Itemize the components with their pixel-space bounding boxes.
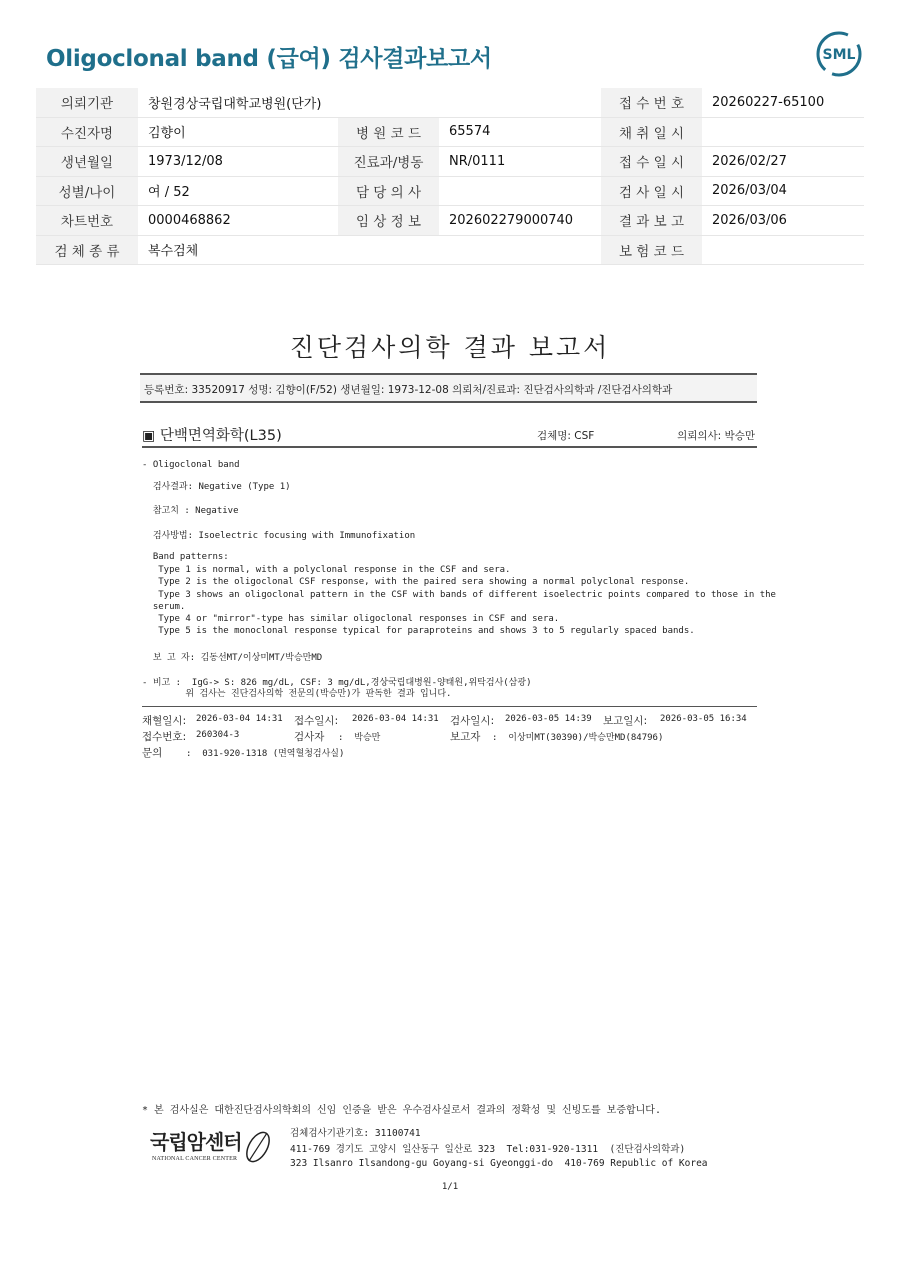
specimen-value: 복수검체: [138, 235, 601, 265]
info-row: [36, 206, 864, 236]
info-row: [36, 235, 864, 265]
doctor-label: 담 당 의 사: [338, 176, 439, 206]
report-line: 검사방법: Isoelectric focusing with Immunofixation: [142, 531, 416, 541]
institution-number: 검체검사기관기호: 31100741: [290, 1128, 421, 1139]
requesting-org-value: 창원경상국립대학교병원(단가): [138, 88, 601, 117]
report-title: 진단검사의학 결과 보고서: [289, 333, 611, 362]
meta-label: 보고자: [450, 731, 481, 743]
meta-value: 2026-03-04 14:31: [196, 714, 283, 724]
section-box-icon: ▣: [142, 428, 156, 444]
patient-label: 수진자명: [36, 117, 138, 147]
info-row: [36, 176, 864, 206]
doctor-value: [439, 176, 601, 206]
certification-note: * 본 검사실은 대한진단검사의학회의 신임 인증을 받은 우수검사실로서 결과의 정확성 및 신빙도를 보증합니다.: [142, 1105, 661, 1116]
registration-line: 등록번호: 33520917 성명: 김향이(F/52) 생년월일: 1973-12-08 의뢰처/진료과: 진단검사의학과 /진단검사의학과: [140, 373, 757, 403]
chart-no-label: 차트번호: [36, 206, 138, 236]
report-date-label: 결 과 보 고: [601, 206, 702, 236]
meta-label: 채혈일시:: [142, 715, 187, 727]
hospital-code-value: 65574: [439, 117, 601, 147]
address-korean: 411-769 경기도 고양시 일산동구 일산로 323 Tel:031-920-1311 (진단검사의학과): [290, 1144, 686, 1155]
patient-value: 김향이: [138, 117, 338, 147]
report-line: Type 4 or "mirror"-type has similar oligoclonal responses in CSF and sera.: [142, 614, 560, 624]
page-title: Oligoclonal band (급여) 검사결과보고서: [46, 46, 492, 72]
requesting-org-label: 의뢰기관: [36, 88, 138, 117]
report-line: - 비고 : IgG-> S: 826 mg/dL, CSF: 3 mg/dL,경상국립대병원-양태원,위탁검사(삼광): [142, 678, 532, 688]
report-line: serum.: [142, 602, 186, 612]
receipt-date-value: 2026/02/27: [702, 147, 864, 177]
collection-date-value: [702, 117, 864, 147]
meta-value: : 이상미MT(30390)/박승만MD(84796): [492, 733, 664, 743]
section-header: [142, 424, 757, 448]
receipt-date-label: 접 수 일 시: [601, 147, 702, 177]
patient-info-table: [36, 88, 864, 265]
meta-label: 문의: [142, 747, 163, 759]
dept-label: 진료과/병동: [338, 147, 439, 177]
meta-value: 2026-03-05 14:39: [505, 714, 592, 724]
leaf-icon: [243, 1127, 273, 1167]
birth-value: 1973/12/08: [138, 147, 338, 177]
report-date-value: 2026/03/06: [702, 206, 864, 236]
meta-value: 260304-3: [196, 730, 240, 740]
report-line: 보 고 자: 김동선MT/이상미MT/박승만MD: [142, 653, 323, 663]
svg-text:SML: SML: [822, 47, 856, 63]
chart-no-value: 0000468862: [138, 206, 338, 236]
meta-value: : 031-920-1318 (면역혈청검사실): [186, 749, 345, 759]
meta-label: 검사자: [294, 731, 325, 743]
meta-label: 검사일시:: [450, 715, 495, 727]
report-meta-divider: [142, 706, 757, 707]
meta-value: : 박승만: [338, 733, 381, 743]
info-row: [36, 117, 864, 147]
report-line: Type 2 is the oligoclonal CSF response, with the paired sera showing a normal polyclonal response.: [142, 577, 690, 587]
info-row: [36, 88, 864, 117]
requesting-doctor: 의뢰의사: 박승만: [677, 430, 755, 442]
meta-value: 2026-03-05 16:34: [660, 714, 747, 724]
test-date-label: 검 사 일 시: [601, 176, 702, 206]
report-line: Type 1 is normal, with a polyclonal response in the CSF and sera.: [142, 565, 511, 575]
specimen-label: 검 체 종 류: [36, 235, 138, 265]
report-line: Type 3 shows an oligoclonal pattern in the CSF with bands of different isoelectric points compared to those in the: [142, 590, 776, 600]
report-line: Type 5 is the monoclonal response typical for paraproteins and shows 3 to 5 regularly spaced bands.: [142, 626, 695, 636]
insurance-label: 보 험 코 드: [601, 235, 702, 265]
address-english: 323 Ilsanro Ilsandong-gu Goyang-si Gyeonggi-do 410-769 Republic of Korea: [290, 1158, 708, 1169]
sex-age-value: 여 / 52: [138, 176, 338, 206]
page-number: 1/1: [441, 1182, 459, 1192]
clinical-value: 202602279000740: [439, 206, 601, 236]
birth-label: 생년월일: [36, 147, 138, 177]
report-line: 검사결과: Negative (Type 1): [142, 482, 291, 492]
sex-age-label: 성별/나이: [36, 176, 138, 206]
collection-date-label: 채 취 일 시: [601, 117, 702, 147]
hospital-code-label: 병 원 코 드: [338, 117, 439, 147]
test-date-value: 2026/03/04: [702, 176, 864, 206]
report-line: - Oligoclonal band: [142, 460, 240, 470]
dept-value: NR/0111: [439, 147, 601, 177]
clinical-label: 임 상 정 보: [338, 206, 439, 236]
info-row: [36, 147, 864, 177]
receipt-no-value: 20260227-65100: [702, 88, 864, 117]
insurance-value: [702, 235, 864, 265]
section-title: 단백면역화학(L35): [159, 428, 282, 444]
meta-label: 접수일시:: [294, 715, 339, 727]
meta-label: 보고일시:: [603, 715, 648, 727]
sml-logo: [815, 30, 863, 78]
report-line: 참고치 : Negative: [142, 506, 239, 516]
specimen-name: 검체명: CSF: [537, 430, 595, 442]
report-line: 위 검사는 진단검사의학 전문의(박승만)가 판독한 결과 입니다.: [142, 689, 452, 699]
meta-value: 2026-03-04 14:31: [352, 714, 439, 724]
report-line: Band patterns:: [142, 552, 229, 562]
org-subtitle: NATIONAL CANCER CENTER: [152, 1156, 238, 1162]
receipt-no-label: 접 수 번 호: [601, 88, 702, 117]
org-name: 국립암센터: [150, 1130, 242, 1154]
meta-label: 접수번호:: [142, 731, 187, 743]
